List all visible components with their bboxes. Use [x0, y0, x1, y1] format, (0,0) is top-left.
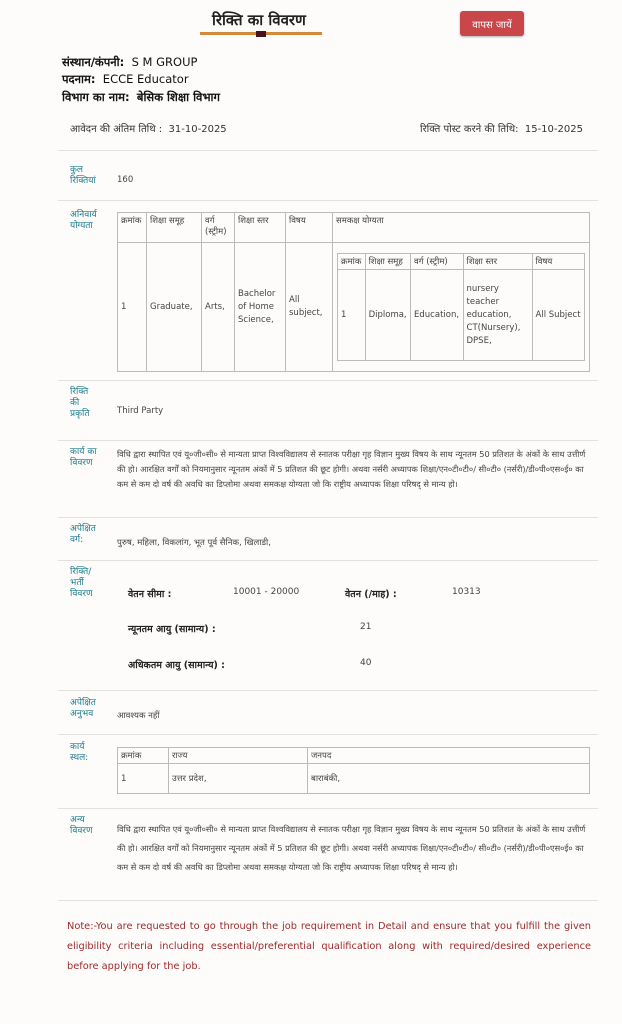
salary-range-label: वेतन सीमा :: [128, 589, 172, 600]
equiv-cell: [333, 243, 590, 372]
other-description: विधि द्वारा स्थापित एवं यू०जी०सी० से मान्यता प्राप्त विश्वविद्यालय से स्नातक परीक्षा गृह विज्ञान मुख्य विषय के साथ न्यूनतम 50 प्रतिशत के अंकों के साथ उत्तीर्ण की हो। आरक्षित वर्गों को नियमानुसार न्यूनतम अंकों में 5 प्रतिशत की छूट होगी। अथवा नर्सरी अध्यापक शिक्षा/एन०टी०टी०/ सी०टी० (नर्सरी)/डी०पी०एस०ई० का कम से कम दो वर्ष की अवधि का डिप्लोमा अथवा समकक्ष योग्यता जो कि राष्ट्रीय अध्यापक शिक्षा परिषद् से मान्य हो।: [117, 824, 586, 872]
salary-range-value: 10001 - 20000: [233, 587, 300, 597]
equiv-header: शिक्षा स्तर: [463, 254, 532, 270]
equiv-cell-value: Diploma,: [365, 270, 410, 361]
qual-cell: Arts,: [202, 243, 235, 372]
category-value: पुरुष, महिला, विकलांग, भूत पूर्व सैनिक, खिलाडी,: [117, 538, 271, 548]
title-underline-mark: [256, 31, 266, 37]
page-title: रिक्ति का विवरण: [212, 11, 306, 29]
qual-header: शिक्षा समूह: [147, 213, 202, 243]
pay-label: रिक्ति/ भर्ती विवरण: [70, 567, 93, 599]
divider: [58, 380, 598, 381]
total-value: 160: [117, 175, 134, 185]
table-row: [118, 243, 590, 372]
eligibility-note: Note:-You are requested to go through the job requirement in Detail and ensure that you fulfill the given eligibility criteria including essential/preferential qualification along with required/desired experience before applying for the job.: [67, 921, 591, 972]
qualification-table: [117, 212, 590, 372]
max-age-label: अधिकतम आयु (सामान्य) :: [128, 660, 225, 671]
location-table: [117, 747, 590, 794]
qual-header: शिक्षा स्तर: [235, 213, 286, 243]
experience-label: अपेक्षित अनुभव: [70, 698, 96, 719]
location-cell: उत्तर प्रदेश,: [169, 764, 308, 794]
post-label: पदनाम:: [62, 72, 96, 86]
equiv-cell-value: Education,: [411, 270, 463, 361]
last-date: [70, 121, 227, 135]
divider: [58, 808, 598, 809]
table-row: [118, 764, 590, 794]
total-label: कुल रिक्तियां: [70, 165, 96, 186]
qual-cell: 1: [118, 243, 147, 372]
work-label: कार्य का विवरण: [70, 447, 97, 468]
qual-header: समकक्ष योग्यता: [333, 213, 590, 243]
divider: [58, 440, 598, 441]
min-age-value: 21: [360, 622, 372, 632]
dept-row: [62, 90, 220, 105]
location-cell: 1: [118, 764, 169, 794]
posted-date: [420, 121, 583, 135]
location-header: राज्य: [169, 748, 308, 764]
page-header: [0, 0, 622, 44]
divider: [58, 690, 598, 691]
table-row: [338, 270, 585, 361]
dept-label: विभाग का नाम:: [62, 90, 130, 104]
qualification-label: अनिवार्य योग्यता: [70, 210, 97, 231]
posted-date-label: रिक्ति पोस्ट करने की तिथि:: [420, 124, 519, 135]
experience-value: आवश्यक नहीं: [117, 711, 160, 721]
qual-cell: All subject,: [286, 243, 333, 372]
min-age-label: न्यूनतम आयु (सामान्य) :: [128, 624, 216, 635]
divider: [58, 150, 598, 151]
divider: [58, 900, 598, 901]
company-value: S M GROUP: [131, 55, 198, 69]
location-label: कार्य स्थल:: [70, 742, 89, 763]
divider: [58, 734, 598, 735]
qual-header: वर्ग (स्ट्रीम): [202, 213, 235, 243]
company-row: [62, 55, 197, 70]
equiv-cell-value: All Subject: [532, 270, 584, 361]
qual-header: क्रमांक: [118, 213, 147, 243]
divider: [58, 560, 598, 561]
category-label: अपेक्षित वर्ग:: [70, 524, 96, 545]
location-cell: बाराबंकी,: [308, 764, 590, 794]
equiv-header: वर्ग (स्ट्रीम): [411, 254, 463, 270]
monthly-salary-value: 10313: [452, 587, 481, 597]
divider: [58, 517, 598, 518]
last-date-value: 31-10-2025: [168, 124, 227, 135]
work-description: विधि द्वारा स्थापित एवं यू०जी०सी० से मान्यता प्राप्त विश्वविद्यालय से स्नातक परीक्षा गृह विज्ञान मुख्य विषय के साथ न्यूनतम 50 प्रतिशत के अंकों के साथ उत्तीर्ण की हो। आरक्षित वर्गों को नियमानुसार न्यूनतम अंकों में 5 प्रतिशत की छूट होगी। अथवा नर्सरी अध्यापक शिक्षा/एन०टी०टी०/ सी०टी० (नर्सरी)/डी०पी०एस०ई० का कम से कम दो वर्ष की अवधि का डिप्लोमा अथवा समकक्ष योग्यता जो कि राष्ट्रीय अध्यापक शिक्षा परिषद् से मान्य हो।: [117, 449, 586, 489]
equivalent-table: [337, 253, 585, 361]
equiv-header: विषय: [532, 254, 584, 270]
back-button[interactable]: वापस जायें: [460, 11, 524, 36]
location-header: क्रमांक: [118, 748, 169, 764]
max-age-value: 40: [360, 658, 372, 668]
qual-cell: Graduate,: [147, 243, 202, 372]
dept-value: बेसिक शिक्षा विभाग: [136, 90, 220, 104]
location-header: जनपद: [308, 748, 590, 764]
posted-date-value: 15-10-2025: [524, 124, 583, 135]
post-row: [62, 72, 189, 87]
equiv-header: क्रमांक: [338, 254, 366, 270]
company-label: संस्थान/कंपनी:: [62, 55, 125, 69]
qual-cell: Bachelor of Home Science,: [235, 243, 286, 372]
equiv-header: शिक्षा समूह: [365, 254, 410, 270]
nature-value: Third Party: [117, 406, 164, 416]
nature-label: रिक्ति की प्रकृति: [70, 387, 90, 419]
equiv-cell-value: nursery teacher education, CT(Nursery), DPSE,: [463, 270, 532, 361]
equiv-cell-value: 1: [338, 270, 366, 361]
monthly-salary-label: वेतन (/माह) :: [345, 589, 397, 600]
qual-header: विषय: [286, 213, 333, 243]
divider: [58, 200, 598, 201]
other-label: अन्य विवरण: [70, 815, 93, 836]
post-value: ECCE Educator: [102, 72, 189, 86]
last-date-label: आवेदन की अंतिम तिथि :: [70, 124, 163, 135]
